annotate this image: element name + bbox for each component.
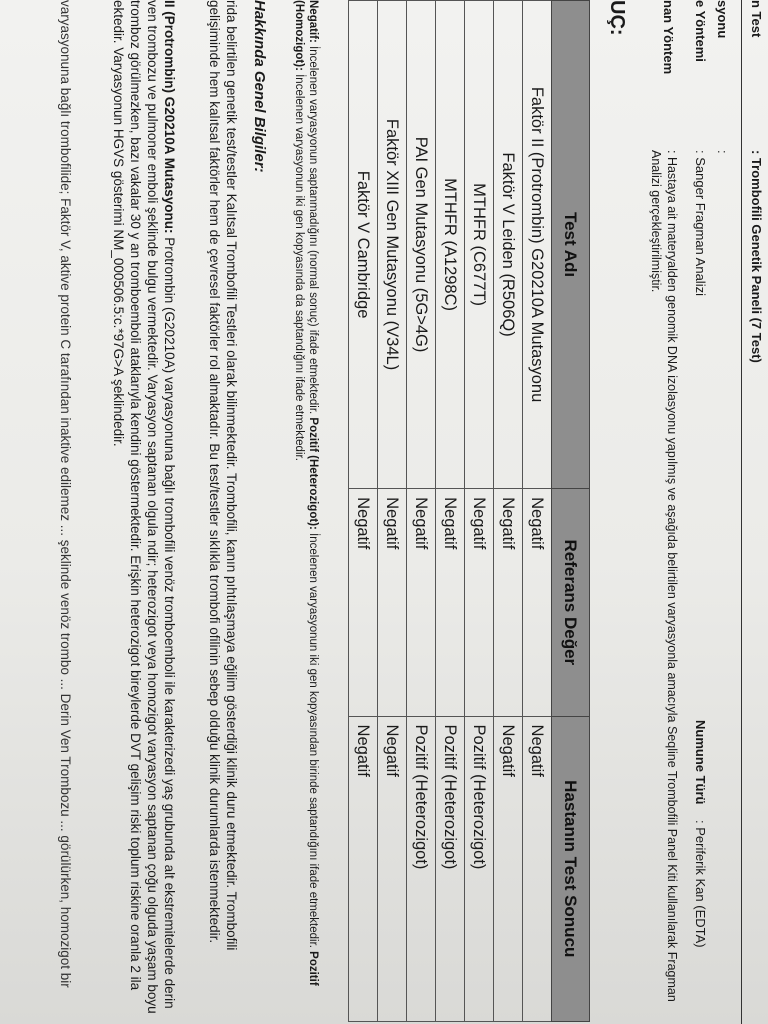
negatif-label: Negatif: (307, 0, 319, 43)
varyasyon-label: syonu (715, 0, 730, 39)
table-row (378, 1, 407, 1022)
test-name: Faktör II (Protrombin) G20210A Mutasyonu (523, 1, 552, 489)
info-paragraph-2 (110, 0, 178, 1020)
table-row (465, 1, 494, 1022)
reference-value: Negatif (436, 489, 465, 716)
section-title: UÇ: (606, 0, 628, 36)
result-value: Negatif (523, 716, 552, 1021)
result-value: Pozitif (Heterozigot) (465, 716, 494, 1021)
table-row (407, 1, 436, 1022)
kullanilan-yontem-label: nan Yöntem (661, 0, 676, 75)
reference-value: Negatif (494, 489, 523, 716)
reference-value: Negatif (378, 489, 407, 716)
protrombin-heading: II (Protrombin) G20210A Mutasyonu: (162, 0, 177, 234)
test-name: Faktör V Leiden (R506Q) (494, 1, 523, 489)
test-name: MTHFR (A1298C) (436, 1, 465, 489)
reference-value: Negatif (349, 489, 378, 716)
reference-value: Negatif (523, 489, 552, 716)
table-row (349, 1, 378, 1022)
table-header-row (552, 1, 590, 1022)
info-paragraph-3: varyasyonuna bağlı trombofilide; Faktör V, aktive protein C tarafından inaktive edilemez ... şeklinde venöz trombo ... Derin Ven Trombozu ... görülürken, homozigot bir (58, 0, 73, 988)
reference-value: Negatif (465, 489, 494, 716)
result-value: Negatif (378, 716, 407, 1021)
pozitif-hom-text: İncelenen varyasyonun iki gen kopyasında da saptandığını ifade etmektedir. (293, 70, 305, 461)
header-divider (741, 0, 742, 1024)
pozitif-het-text: İncelenen varyasyonun iki gen kopyasından birinde saptandığını ifade etmektedir. (307, 529, 319, 952)
info-paragraph-1: rida belirtilen genetik test/testler Kalıtsal Trombofili Testleri olarak bilinmektedir. Trombofili, kanın pıhtılaşmaya eğilim gösterdiği klinik duru etmektedir. Trombofili gelişiminde hem kalıtsal faktörler hem de çevresel faktörler rol almaktadır. Bu test/testler sıklıkla trombofi ofilinin sebep olduğu klinik durumlarda istenmektedir. (207, 0, 239, 951)
numune-yontemi-value: : Sanger Fragman Analizi (693, 150, 708, 296)
pozitif-hom-label: Pozitif (Homozigot): (293, 0, 319, 986)
test-name: Faktör V Cambridge (349, 1, 378, 489)
col-header-test: Test Adı (552, 1, 590, 489)
result-value: Pozitif (Heterozigot) (436, 716, 465, 1021)
col-header-reference: Referans Değer (552, 489, 590, 716)
col-header-result: Hastanın Test Sonucu (552, 716, 590, 1021)
info-title: Hakkında Genel Bilgiler: (251, 0, 268, 173)
test-label: n Test (749, 0, 764, 38)
table-row (436, 1, 465, 1022)
protrombin-text: Protrombin (G20210A) varyasyonuna bağlı trombofili venöz tromboemboli ile karakterizedi yaş grubunda alt ekstremitelerde derin ven trombozu ve pulmoner emboli şeklinde bulgu vermektedir. Varyasyon saptanan olgula ndir; heterozigot veya homozigot varyasyon saptanan çoğu olguda yaşam boyu tromboz görülmezken, bazı vakalar 30 y an tromboemboli ataklarıyla kendini göstermektedir. Erişkin heterozigot bireylerde DVT gelişim riski toplum riskine oranla 2 ila ektedir. Varyasyonun HGVS gösterimi NM_000506.5:c.*97G>A şeklindedir. (111, 0, 177, 1014)
numune-turu-label: Numune Türü (693, 720, 708, 805)
test-value: : Trombofili Genetik Paneli (7 Test) (749, 150, 764, 363)
reference-value: Negatif (407, 489, 436, 716)
result-value: Pozitif (Heterozigot) (407, 716, 436, 1021)
numune-turu-value: : Periferik Kan (EDTA) (693, 820, 708, 948)
result-legend-note (292, 0, 320, 1010)
result-value: Negatif (494, 716, 523, 1021)
test-name: Faktör XIII Gen Mutasyonu (V34L) (378, 1, 407, 489)
test-name: PAI Gen Mutasyonu (5G>4G) (407, 1, 436, 489)
results-table (348, 0, 590, 1022)
kullanilan-yontem-value: : Hastaya ait materyalden genomik DNA izolasyonu yapılmış ve aşağıda belirtilen varyasyonla amacıyla Seqline Trombofili Panel Kiti kullanılarak Fragman Analizi gerçekleştirilmiştir. (649, 150, 679, 1002)
pozitif-het-label: Pozitif (Heterozigot): (307, 417, 319, 530)
negatif-text: İncelenen varyasyonun saptanmadığını (normal sonuç) ifade etmektedir. (307, 42, 319, 418)
test-name: MTHFR (C677T) (465, 1, 494, 489)
table-row (523, 1, 552, 1022)
table-row (494, 1, 523, 1022)
varyasyon-value: : (715, 150, 730, 154)
result-value: Negatif (349, 716, 378, 1021)
numune-yontemi-label: e Yöntemi (693, 0, 708, 62)
